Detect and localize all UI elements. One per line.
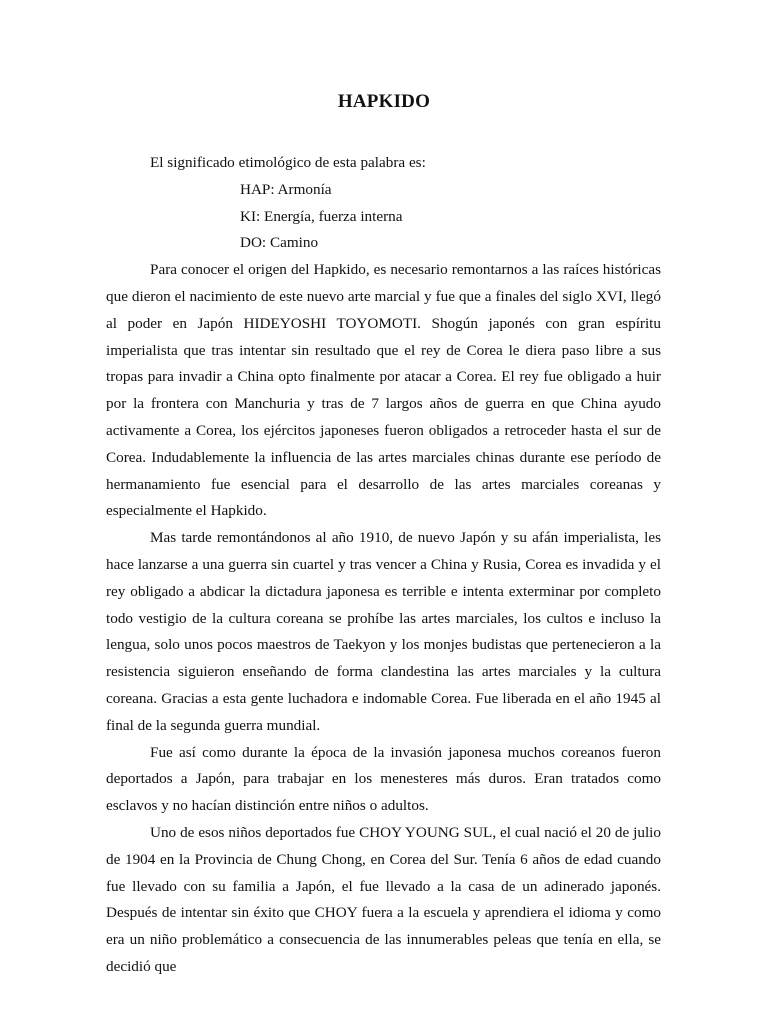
intro-line: El significado etimológico de esta palabra es: [150, 154, 426, 171]
paragraph-choy-young-sul: Uno de esos niños deportados fue CHOY YOUNG SUL, el cual nació el 20 de julio de 1904 en la Provincia de Chung Chong, en Corea del Sur. Tenía 6 años de edad cuando fue llevado con su familia a Japón, el fue llevado a la casa de un adinerado japonés. Después de intentar sin éxito que CHOY fuera a la escuela y aprendiera el idioma y como era un niño problemático a consecuencia de las innumerables peleas que tenía en ella, se decidió que [106, 823, 661, 975]
definition-do: DO: Camino [240, 234, 319, 252]
paragraph-origin: Para conocer el origen del Hapkido, es necesario remontarnos a las raíces históricas que dieron el nacimiento de este nuevo arte marcial y fue que a finales del siglo XVI, llegó al poder en Japón HIDEYOSHI TOYOMOTI. Shogún japonés con gran espíritu imperialista que tras intentar sin resultado que el rey de Corea le diera paso libre a sus tropas para invadir a China opto finalmente por atacar a Corea. El rey fue obligado a huir por la frontera con Manchuria y tras de 7 largos años de guerra en que China ayudo activamente a Corea, los ejércitos japoneses fueron obligados a retroceder hasta el sur de Corea. Indudablemente la influencia de las artes marciales chinas durante ese período de hermanamiento fue esencial para el desarrollo de las artes marciales coreanas y especialmente el Hapkido. [106, 261, 661, 520]
paragraph-invasion-1910: Mas tarde remontándonos al año 1910, de nuevo Japón y su afán imperialista, les hace lanzarse a una guerra sin cuartel y tras vencer a China y Rusia, Corea es invadida y el rey obligado a abdicar la dictadura japonesa es terrible e intenta exterminar por completo todo vestigio de la cultura coreana se prohíbe las artes marciales, los cultos e incluso la lengua, solo unos pocos maestros de Taekyon y los monjes budistas que pertenecieron a la resistencia siguieron enseñando de forma clandestina las artes marciales y la cultura coreana. Gracias a esta gente luchadora e indomable Corea. Fue liberada en el año 1945 al final de la segunda guerra mundial. [106, 529, 661, 734]
document-title: HAPKIDO [337, 91, 431, 112]
definition-hap: HAP: Armonía [240, 180, 332, 198]
document-body [106, 150, 661, 981]
definition-ki: KI: Energía, fuerza interna [240, 207, 403, 225]
paragraph-deportation: Fue así como durante la época de la invasión japonesa muchos coreanos fueron deportados a Japón, para trabajar en los menesteres más duros. Eran tratados como esclavos y no hacían distinción entre niños o adultos. [106, 743, 661, 815]
